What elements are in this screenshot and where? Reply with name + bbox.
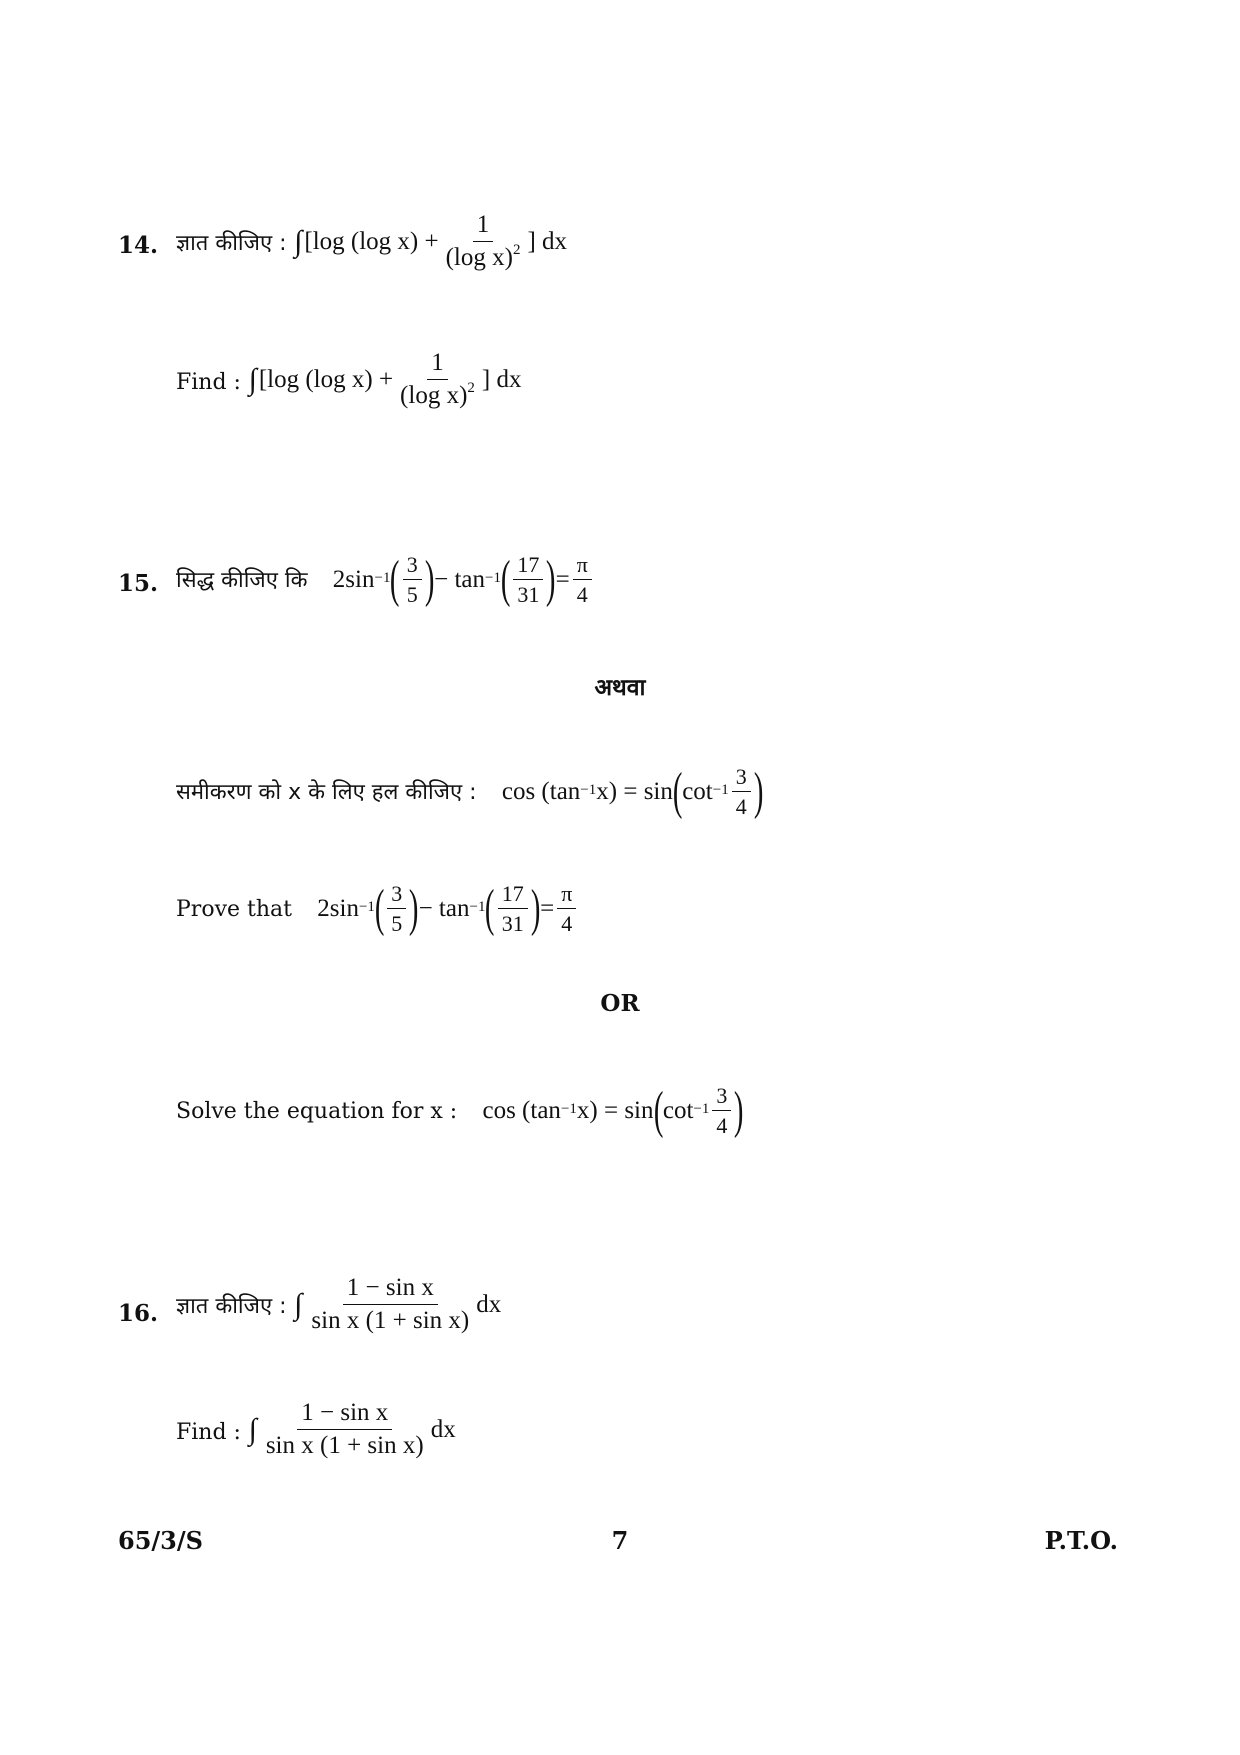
q16-hindi-prompt: ज्ञात कीजिए : (176, 1294, 287, 1320)
question-number-15: 15. (118, 570, 159, 597)
question-number-16: 16. (118, 1300, 159, 1327)
q14-hindi-line (176, 212, 567, 272)
q15-alt-hindi-line (176, 762, 764, 820)
or-divider-hindi: अथवा (594, 675, 646, 701)
q14-integral-expression-en: ∫ [log (log x) + $\frac{1}{(\log x)^2}$ ] dx (248, 349, 522, 410)
or-divider-english: OR (600, 990, 640, 1017)
q15-english-line (176, 879, 579, 937)
q16-integral-expression: ∫ $\frac{\text{1 − sin x}}{\text{sin x (1 + sin x)}}$ dx (294, 1274, 502, 1335)
q14-english-prompt: Find : (176, 369, 241, 395)
q15-hindi-line (176, 550, 595, 608)
q14-english-line (176, 350, 521, 410)
q14-integral-expression: ∫ [log (log x) + $\frac{1}{(\log x)^2}$ ] dx (294, 211, 568, 272)
q14-hindi-prompt: ज्ञात कीजिए : (176, 231, 287, 257)
question-number-14: 14. (118, 232, 159, 259)
paper-code: 65/3/S (118, 1526, 203, 1555)
q15-alt-english-prompt: Solve the equation for x : (176, 1099, 458, 1125)
q16-integral-expression-en: ∫ $\frac{\text{1 − sin x}}{\text{sin x (1 + sin x)}}$ dx (248, 1399, 456, 1460)
q16-english-prompt: Find : (176, 1419, 241, 1445)
q15-alt-expression: cos (tan $^{-1}$ x) = sin ( cot $^{-1}$ $\frac{3}{4}$ ) (501, 762, 764, 820)
q16-hindi-line (176, 1275, 501, 1335)
q15-expression: 2sin $^{-1}$ ( $\frac{3}{5}$ ) − tan $^{-1}$ ( $\frac{17}{31}$ ) = $\frac{\pi}{4}$ (333, 553, 595, 606)
q15-alt-english-line (176, 1081, 744, 1139)
q15-english-prompt: Prove that (176, 897, 292, 923)
q15-hindi-prompt: सिद्ध कीजिए कि (176, 567, 308, 593)
q15-alt-hindi-prompt: समीकरण को x के लिए हल कीजिए : (176, 779, 477, 805)
q15-expression-en: 2sin $^{-1}$ ( $\frac{3}{5}$ ) − tan $^{-1}$ ( $\frac{17}{31}$ ) = $\frac{\pi}{4}$ (317, 882, 579, 935)
please-turn-over: P.T.O. (1044, 1526, 1118, 1555)
q16-english-line (176, 1400, 456, 1460)
q14-fraction: $\frac{1}{(\log x)^2}$ (445, 211, 521, 272)
page-number: 7 (611, 1526, 629, 1555)
q14-fraction-en: $\frac{1}{(\log x)^2}$ (400, 349, 475, 410)
q15-alt-expression-en: cos (tan $^{-1}$ x) = sin ( cot $^{-1}$ $\frac{3}{4}$ ) (482, 1081, 744, 1139)
